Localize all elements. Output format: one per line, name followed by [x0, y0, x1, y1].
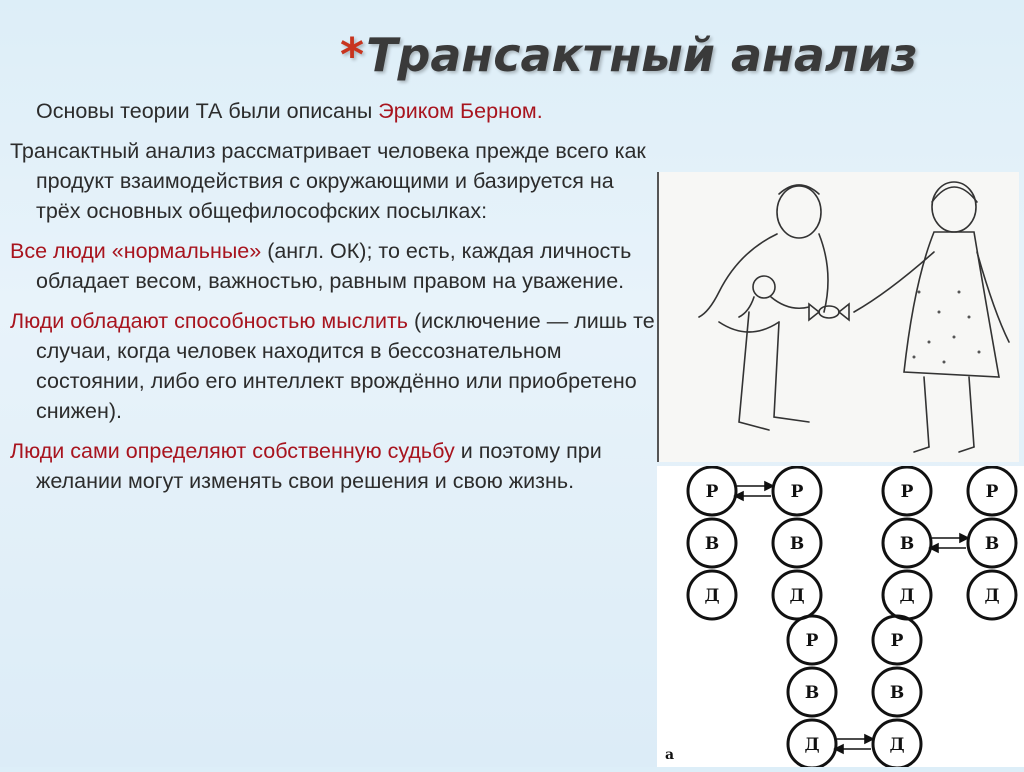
label-child: Д: [789, 586, 805, 606]
premise-1-highlight: Все люди «нормальные»: [10, 239, 262, 263]
label-parent: Р: [805, 631, 819, 651]
premise-1-text: (англ. ОК); то есть, каждая личность обладает весом, важностью, равным правом на уважение.: [36, 239, 632, 293]
label-adult: В: [889, 683, 905, 703]
label-child: Д: [704, 586, 720, 606]
premise-3-highlight: Люди сами определяют собственную судьбу: [10, 439, 455, 463]
paragraph-premise-3: [10, 436, 660, 496]
intro-author: Эриком Берном.: [378, 99, 543, 123]
paragraph-definition: [10, 136, 660, 226]
label-adult: В: [789, 534, 805, 554]
label-adult: В: [704, 534, 720, 554]
label-child: Д: [899, 586, 915, 606]
title-text: Трансактный анализ: [366, 28, 918, 82]
title-marker: *: [340, 28, 365, 82]
cartoon-illustration: [657, 172, 1019, 462]
premise-2-highlight: Люди обладают способностью мыслить: [10, 309, 409, 333]
label-child: Д: [804, 735, 820, 755]
label-parent: Р: [890, 631, 904, 651]
label-child: Д: [889, 735, 905, 755]
transaction-diagram: [657, 466, 1024, 767]
label-parent: Р: [790, 482, 804, 502]
label-adult: В: [804, 683, 820, 703]
intro-text: Основы теории ТА были описаны: [36, 99, 379, 123]
premise-2-text: (исключение — лишь те случаи, когда человек находится в бессознательном состоянии, либо его интеллект врождённо или приобретено снижен).: [36, 309, 655, 423]
label-parent: Р: [705, 482, 719, 502]
paragraph-intro: [10, 96, 660, 126]
label-child: Д: [984, 586, 1000, 606]
body-text: [10, 96, 660, 506]
paragraph-premise-2: [10, 306, 660, 426]
premise-3-text: и поэтому при желании могут изменять свои решения и свою жизнь.: [36, 439, 602, 493]
label-parent: Р: [900, 482, 914, 502]
definition-text: Трансактный анализ рассматривает человека прежде всего как продукт взаимодействия с окружающими и базируется на трёх основных общефилософских посылках:: [10, 139, 646, 223]
slide-title: [340, 28, 1020, 82]
paragraph-premise-1: [10, 236, 660, 296]
label-adult: В: [984, 534, 1000, 554]
cartoon-sketch: [659, 172, 1019, 462]
transaction-diagram-svg: [657, 466, 1024, 767]
label-parent: Р: [985, 482, 999, 502]
diagram-caption: а: [665, 747, 675, 763]
label-adult: В: [899, 534, 915, 554]
